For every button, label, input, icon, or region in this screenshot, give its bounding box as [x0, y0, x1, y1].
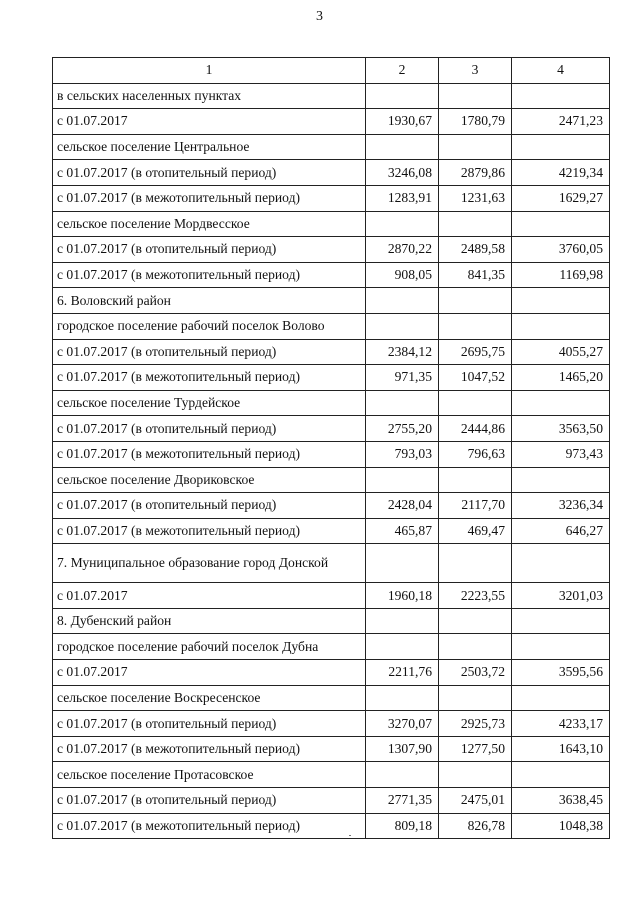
value-cell-col-4: 4219,34: [512, 160, 610, 186]
table-row: [53, 134, 610, 160]
row-label: сельское поселение Центральное: [53, 134, 366, 160]
table-row: [53, 583, 610, 609]
table-row: [53, 365, 610, 391]
value-cell-col-3: 2879,86: [439, 160, 512, 186]
table-row: [53, 467, 610, 493]
value-cell-col-4: [512, 544, 610, 583]
value-cell-col-4: 1169,98: [512, 262, 610, 288]
value-cell-col-3: 469,47: [439, 518, 512, 544]
table-row: [53, 262, 610, 288]
page-number: 3: [316, 9, 323, 24]
value-cell-col-3: 2475,01: [439, 788, 512, 814]
row-label: 7. Муниципальное образование город Донской: [53, 544, 366, 583]
row-label: с 01.07.2017 (в отопительный период): [53, 711, 366, 737]
scan-speck: [349, 835, 351, 836]
value-cell-col-3: [439, 390, 512, 416]
value-cell-col-2: 3246,08: [366, 160, 439, 186]
table-row: [53, 313, 610, 339]
value-cell-col-4: [512, 608, 610, 634]
table-row: [53, 608, 610, 634]
row-label: с 01.07.2017 (в отопительный период): [53, 237, 366, 263]
value-cell-col-2: [366, 390, 439, 416]
value-cell-col-2: 2384,12: [366, 339, 439, 365]
table-row: [53, 788, 610, 814]
tariff-table: [52, 57, 610, 839]
table-row: [53, 416, 610, 442]
table-row: [53, 160, 610, 186]
value-cell-col-4: [512, 467, 610, 493]
value-cell-col-4: 3760,05: [512, 237, 610, 263]
value-cell-col-2: 971,35: [366, 365, 439, 391]
table-row: [53, 339, 610, 365]
table-row: [53, 518, 610, 544]
value-cell-col-2: [366, 83, 439, 109]
value-cell-col-4: [512, 762, 610, 788]
column-header: 3: [439, 58, 512, 84]
value-cell-col-4: [512, 685, 610, 711]
table-row: [53, 685, 610, 711]
value-cell-col-3: [439, 467, 512, 493]
row-label: в сельских населенных пунктах: [53, 83, 366, 109]
row-label: городское поселение рабочий поселок Дубна: [53, 634, 366, 660]
value-cell-col-3: [439, 544, 512, 583]
value-cell-col-4: 3638,45: [512, 788, 610, 814]
row-label: с 01.07.2017 (в межотопительный период): [53, 262, 366, 288]
value-cell-col-2: 465,87: [366, 518, 439, 544]
value-cell-col-4: [512, 134, 610, 160]
value-cell-col-3: [439, 762, 512, 788]
value-cell-col-3: 796,63: [439, 441, 512, 467]
value-cell-col-3: [439, 83, 512, 109]
row-label: с 01.07.2017 (в межотопительный период): [53, 736, 366, 762]
row-label: с 01.07.2017: [53, 109, 366, 135]
table-row: [53, 544, 610, 583]
value-cell-col-3: 1047,52: [439, 365, 512, 391]
value-cell-col-4: 646,27: [512, 518, 610, 544]
value-cell-col-2: [366, 685, 439, 711]
value-cell-col-3: 2925,73: [439, 711, 512, 737]
value-cell-col-3: 841,35: [439, 262, 512, 288]
row-label: городское поселение рабочий поселок Волово: [53, 313, 366, 339]
value-cell-col-2: [366, 762, 439, 788]
value-cell-col-2: 2211,76: [366, 660, 439, 686]
row-label: с 01.07.2017 (в отопительный период): [53, 788, 366, 814]
table-row: [53, 711, 610, 737]
table-row: [53, 813, 610, 839]
value-cell-col-2: [366, 634, 439, 660]
row-label: с 01.07.2017 (в отопительный период): [53, 339, 366, 365]
value-cell-col-3: 2503,72: [439, 660, 512, 686]
table-row: [53, 109, 610, 135]
value-cell-col-3: 1780,79: [439, 109, 512, 135]
value-cell-col-3: 2223,55: [439, 583, 512, 609]
value-cell-col-2: 908,05: [366, 262, 439, 288]
row-label: с 01.07.2017 (в межотопительный период): [53, 185, 366, 211]
value-cell-col-2: 3270,07: [366, 711, 439, 737]
table-row: [53, 390, 610, 416]
row-label: сельское поселение Мордвесское: [53, 211, 366, 237]
column-header: 2: [366, 58, 439, 84]
value-cell-col-3: [439, 608, 512, 634]
row-label: с 01.07.2017: [53, 660, 366, 686]
value-cell-col-2: [366, 288, 439, 314]
value-cell-col-4: 1643,10: [512, 736, 610, 762]
value-cell-col-4: [512, 211, 610, 237]
table-row: [53, 237, 610, 263]
value-cell-col-2: 2755,20: [366, 416, 439, 442]
value-cell-col-2: 1307,90: [366, 736, 439, 762]
row-label: с 01.07.2017 (в отопительный период): [53, 416, 366, 442]
value-cell-col-4: [512, 313, 610, 339]
row-label: 8. Дубенский район: [53, 608, 366, 634]
value-cell-col-2: [366, 134, 439, 160]
row-label: с 01.07.2017: [53, 583, 366, 609]
value-cell-col-2: [366, 313, 439, 339]
value-cell-col-2: 2771,35: [366, 788, 439, 814]
table-row: [53, 493, 610, 519]
value-cell-col-4: 4055,27: [512, 339, 610, 365]
row-label: сельское поселение Воскресенское: [53, 685, 366, 711]
row-label: с 01.07.2017 (в межотопительный период): [53, 813, 366, 839]
value-cell-col-3: [439, 634, 512, 660]
value-cell-col-2: 1960,18: [366, 583, 439, 609]
value-cell-col-3: 2695,75: [439, 339, 512, 365]
value-cell-col-2: [366, 608, 439, 634]
value-cell-col-3: 826,78: [439, 813, 512, 839]
table-row: [53, 211, 610, 237]
column-header: 4: [512, 58, 610, 84]
value-cell-col-3: [439, 211, 512, 237]
column-header: 1: [53, 58, 366, 84]
value-cell-col-4: 3563,50: [512, 416, 610, 442]
value-cell-col-2: [366, 467, 439, 493]
value-cell-col-4: [512, 83, 610, 109]
value-cell-col-3: 1277,50: [439, 736, 512, 762]
value-cell-col-4: 973,43: [512, 441, 610, 467]
value-cell-col-2: [366, 211, 439, 237]
value-cell-col-4: 4233,17: [512, 711, 610, 737]
value-cell-col-3: [439, 685, 512, 711]
value-cell-col-4: 1048,38: [512, 813, 610, 839]
table-row: [53, 441, 610, 467]
value-cell-col-4: [512, 288, 610, 314]
table-row: [53, 634, 610, 660]
value-cell-col-3: 2489,58: [439, 237, 512, 263]
row-label: сельское поселение Протасовское: [53, 762, 366, 788]
table-row: [53, 762, 610, 788]
value-cell-col-4: 3236,34: [512, 493, 610, 519]
table-row: [53, 83, 610, 109]
value-cell-col-3: 1231,63: [439, 185, 512, 211]
table-row: [53, 288, 610, 314]
value-cell-col-3: 2444,86: [439, 416, 512, 442]
value-cell-col-4: 1465,20: [512, 365, 610, 391]
value-cell-col-2: 2870,22: [366, 237, 439, 263]
value-cell-col-3: [439, 134, 512, 160]
table-row: [53, 736, 610, 762]
value-cell-col-4: 2471,23: [512, 109, 610, 135]
value-cell-col-4: 1629,27: [512, 185, 610, 211]
value-cell-col-4: 3201,03: [512, 583, 610, 609]
table-row: [53, 185, 610, 211]
row-label: сельское поселение Турдейское: [53, 390, 366, 416]
row-label: с 01.07.2017 (в межотопительный период): [53, 441, 366, 467]
value-cell-col-3: [439, 313, 512, 339]
value-cell-col-4: [512, 390, 610, 416]
value-cell-col-2: 1930,67: [366, 109, 439, 135]
value-cell-col-2: 2428,04: [366, 493, 439, 519]
table-row: [53, 660, 610, 686]
value-cell-col-4: 3595,56: [512, 660, 610, 686]
row-label: сельское поселение Двориковское: [53, 467, 366, 493]
value-cell-col-3: 2117,70: [439, 493, 512, 519]
row-label: с 01.07.2017 (в отопительный период): [53, 493, 366, 519]
value-cell-col-2: [366, 544, 439, 583]
value-cell-col-3: [439, 288, 512, 314]
value-cell-col-4: [512, 634, 610, 660]
row-label: с 01.07.2017 (в отопительный период): [53, 160, 366, 186]
value-cell-col-2: 809,18: [366, 813, 439, 839]
row-label: с 01.07.2017 (в межотопительный период): [53, 518, 366, 544]
table-header-row: [53, 58, 610, 84]
value-cell-col-2: 1283,91: [366, 185, 439, 211]
row-label: с 01.07.2017 (в межотопительный период): [53, 365, 366, 391]
row-label: 6. Воловский район: [53, 288, 366, 314]
tariff-table-body: [53, 58, 610, 839]
value-cell-col-2: 793,03: [366, 441, 439, 467]
